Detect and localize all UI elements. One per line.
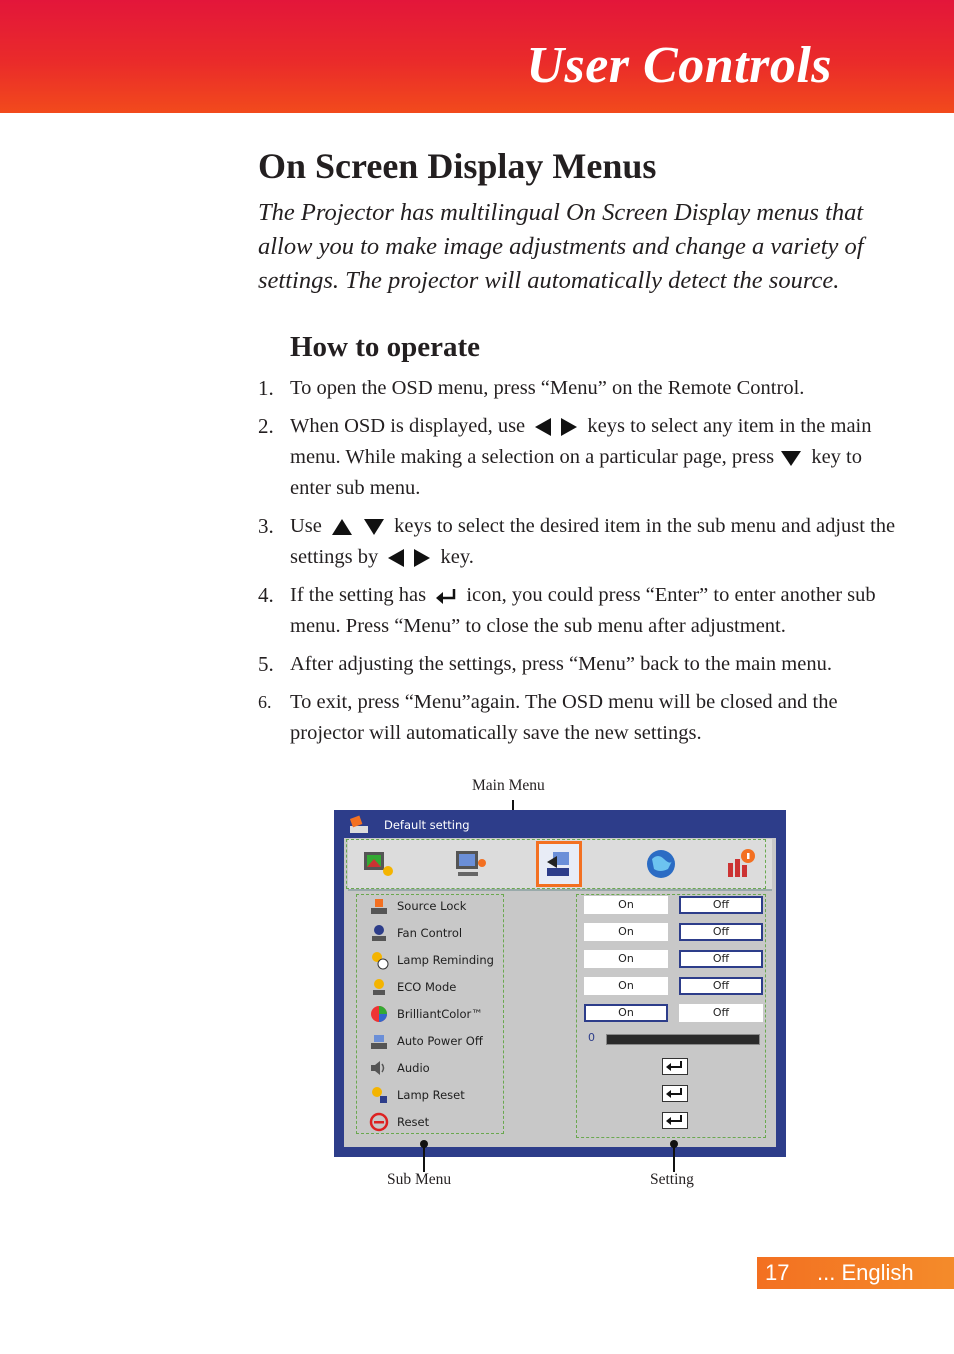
option-on[interactable]: On: [584, 977, 668, 995]
slider-value: 0: [588, 1031, 595, 1044]
reset-icon: [369, 1112, 389, 1132]
option-off[interactable]: Off: [679, 950, 763, 968]
step-text: keys to select any item in the main menu. While making a selection on a particular page, press: [290, 415, 872, 468]
brilliantcolor-icon: [369, 1004, 389, 1024]
sub-menu-item[interactable]: [369, 892, 466, 919]
source-lock-icon: [369, 896, 389, 916]
sub-menu-item[interactable]: [369, 973, 456, 1000]
step-number: 1.: [258, 376, 274, 400]
lamp-reminding-icon: [369, 950, 389, 970]
step-2: [258, 411, 908, 504]
sub-menu-label: ECO Mode: [397, 979, 457, 994]
enter-icon: [434, 586, 458, 606]
option-on[interactable]: On: [584, 1004, 668, 1022]
step-number: 3.: [258, 514, 274, 538]
auto-power-off-slider[interactable]: [606, 1034, 760, 1045]
step-text: To exit, press “Menu”again. The OSD menu will be closed and the projector will automatically save the new settings.: [290, 691, 838, 744]
option-off[interactable]: Off: [679, 977, 763, 995]
step-number: 4.: [258, 583, 274, 607]
callout-line: [673, 1144, 675, 1172]
option-off[interactable]: Off: [679, 1004, 763, 1022]
sub-menu-label: Source Lock: [397, 898, 467, 913]
lamp-reset-icon: [369, 1085, 389, 1105]
step-text: After adjusting the settings, press “Menu” back to the main menu.: [290, 653, 832, 675]
language-label: ... English: [817, 1260, 914, 1285]
up-down-arrow-icon: [330, 517, 386, 537]
enter-icon: [663, 1113, 686, 1127]
step-6: [258, 687, 908, 749]
subsection-heading: How to operate: [290, 331, 481, 363]
sub-menu-label: Auto Power Off: [397, 1033, 483, 1048]
enter-icon: [663, 1059, 686, 1073]
audio-enter-button[interactable]: [662, 1058, 688, 1075]
sub-menu-item[interactable]: [369, 1000, 483, 1027]
sub-menu-label: Reset: [397, 1114, 430, 1129]
step-text: icon, you could press “Enter” to enter another sub menu. Press “Menu” to close the sub menu after adjustment.: [290, 584, 876, 637]
left-right-arrow-icon: [386, 547, 432, 569]
main-menu-outline: [346, 839, 766, 889]
lamp-reset-enter-button[interactable]: [662, 1085, 688, 1102]
option-on[interactable]: On: [584, 896, 668, 914]
eco-mode-icon: [369, 977, 389, 997]
sub-menu-item[interactable]: [369, 1027, 483, 1054]
step-number: 6.: [258, 692, 272, 712]
sub-menu-label: Fan Control: [397, 925, 463, 940]
reset-enter-button[interactable]: [662, 1112, 688, 1129]
enter-icon: [663, 1086, 686, 1100]
page-number: 17: [765, 1260, 790, 1285]
sub-menu-label: Audio: [397, 1060, 430, 1075]
step-text: keys to select the desired item in the sub menu and adjust the settings by: [290, 515, 896, 568]
option-on[interactable]: On: [584, 950, 668, 968]
step-text: key.: [440, 546, 474, 568]
option-off[interactable]: Off: [679, 923, 763, 941]
step-text: If the setting has: [290, 584, 427, 606]
auto-power-off-icon: [369, 1031, 389, 1051]
osd-screenshot: [334, 810, 786, 1157]
callout-main-menu: Main Menu: [472, 777, 545, 794]
left-right-arrow-icon: [533, 416, 579, 438]
osd-panel: [344, 838, 776, 1147]
audio-icon: [369, 1058, 389, 1078]
section-heading: On Screen Display Menus: [258, 146, 657, 186]
step-1: [258, 373, 908, 404]
step-text: key to enter sub menu.: [290, 446, 862, 499]
step-text: To open the OSD menu, press “Menu” on the Remote Control.: [290, 377, 805, 399]
sub-menu-item[interactable]: [369, 1108, 429, 1135]
intro-paragraph: The Projector has multilingual On Screen Display menus that allow you to make image adjustments and change a variety of settings. The projector will automatically detect the source.: [258, 199, 864, 294]
sub-menu-label: Lamp Reset: [397, 1087, 465, 1102]
option-off[interactable]: Off: [679, 896, 763, 914]
callout-sub-menu: Sub Menu: [387, 1171, 452, 1188]
step-text: When OSD is displayed, use: [290, 415, 526, 437]
step-3: [258, 511, 908, 573]
sub-menu-item[interactable]: [369, 946, 494, 973]
callout-line: [423, 1144, 425, 1172]
step-text: Use: [290, 515, 322, 537]
step-5: [258, 649, 908, 680]
chapter-title: User Controls: [526, 37, 832, 94]
fan-icon: [369, 923, 389, 943]
sub-menu-item[interactable]: [369, 1054, 430, 1081]
step-number: 2.: [258, 414, 274, 438]
osd-title: Default setting: [384, 818, 470, 832]
option-on[interactable]: On: [584, 923, 668, 941]
header-band: [0, 0, 954, 113]
step-number: 5.: [258, 652, 274, 676]
sub-menu-item[interactable]: [369, 1081, 465, 1108]
down-arrow-icon: [779, 449, 803, 467]
default-setting-icon: [348, 815, 370, 835]
sub-menu-item[interactable]: [369, 919, 462, 946]
steps-list: [258, 373, 908, 756]
sub-menu-label: Lamp Reminding: [397, 952, 494, 967]
sub-menu-label: BrilliantColor™: [397, 1006, 483, 1021]
step-4: [258, 580, 908, 642]
callout-setting: Setting: [650, 1171, 694, 1188]
page-footer: [757, 1257, 954, 1289]
